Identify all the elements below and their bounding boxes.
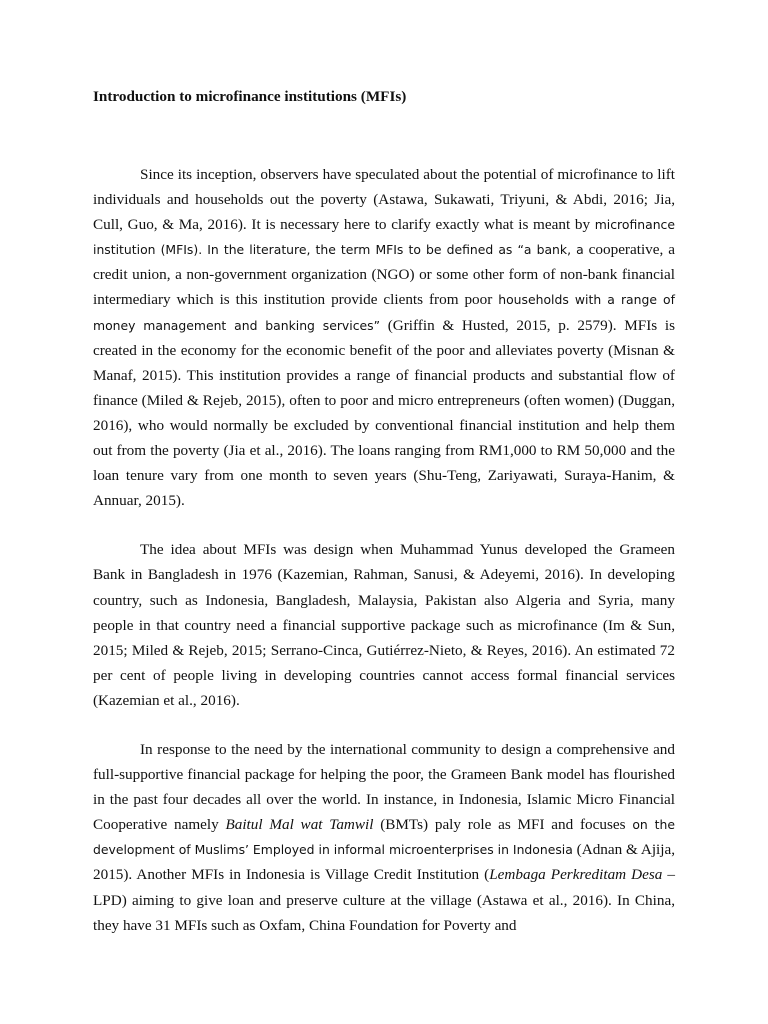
document-page — [93, 87, 675, 962]
p3-italic-lpd: Lembaga Perkreditam Desa — [489, 866, 663, 884]
p3-italic-bmt: Baitul Mal wat Tamwil — [225, 816, 374, 834]
p1-text-a: Since its inception, observers have speculated about the potential of microfinance to lift individuals and households out the poverty (Astawa, Sukawati, Triyuni, & Abdi, 2016; Jia, Cull, Guo, & Ma, 2016). It is necessary here to clarify exactly what is meant by — [93, 166, 675, 234]
p1-text-d: households with a range of money management and banking services” — [93, 292, 675, 333]
p1-text-b: microfinance institution (MFIs). In the literature, the term MFIs to be defined as “a bank, a — [93, 217, 675, 258]
p1-text-e: (Griffin & Husted, 2015, p. 2579). MFIs is created in the economy for the economic benefit of the poor and alleviates poverty (Misnan & Manaf, 2015). This institution provides a range of financial products and substantial flow of finance (Miled & Rejeb, 2015), often to poor and micro entrepreneurs (often women) (Duggan, 2016), who would normally be excluded by conventional financial institution and help them out from the poverty (Jia et al., 2016). The loans ranging from RM1,000 to RM 50,000 and the loan tenure vary from one month to seven years (Shu-Teng, Zariyawati, Suraya-Hanim, & Annuar, 2015). — [93, 316, 675, 510]
section-heading: Introduction to microfinance institutions (MFIs) — [93, 88, 407, 105]
p1-text-c: cooperative, a credit union, a non-government organization (NGO) or some other form of non-bank financial intermediary which is this institution provide clients from poor — [93, 241, 676, 309]
p3-text-c: (BMTs) paly role as MFI and focuses — [373, 816, 633, 834]
paragraph-3 — [93, 737, 675, 938]
paragraph-2: The idea about MFIs was design when Muhammad Yunus developed the Grameen Bank in Bangladesh in 1976 (Kazemian, Rahman, Sanusi, & Adeyemi, 2016). In developing country, such as Indonesia, Bangladesh, Malaysia, Pakistan also Algeria and Syria, many people in that country need a financial supportive package such as microfinance (Im & Sun, 2015; Miled & Rejeb, 2015; Serrano-Cinca, Gutiérrez-Nieto, & Reyes, 2016). An estimated 72 per cent of people living in developing countries cannot access formal financial services (Kazemian et al., 2016). — [93, 541, 675, 709]
p3-text-g: – LPD) aiming to give loan and preserve culture at the village (Astawa et al., 2016). In China, they have 31 MFIs such as Oxfam, China Foundation for Poverty and — [93, 866, 675, 934]
p3-text-a: In response to the need by the international community to design a comprehensive and full-supportive financial package for helping the poor, the Grameen Bank model has flourished in the past four decades all over the world. In instance, in Indonesia, Islamic Micro Financial Cooperative namely — [93, 740, 675, 834]
p3-text-d: on the development of Muslims’ Employed in informal microenterprises in Indonesia — [93, 817, 675, 858]
p3-text-e: (Adnan & Ajija, 2015). Another MFIs in Indonesia is Village Credit Institution ( — [93, 841, 676, 884]
paragraph-1 — [93, 162, 675, 513]
